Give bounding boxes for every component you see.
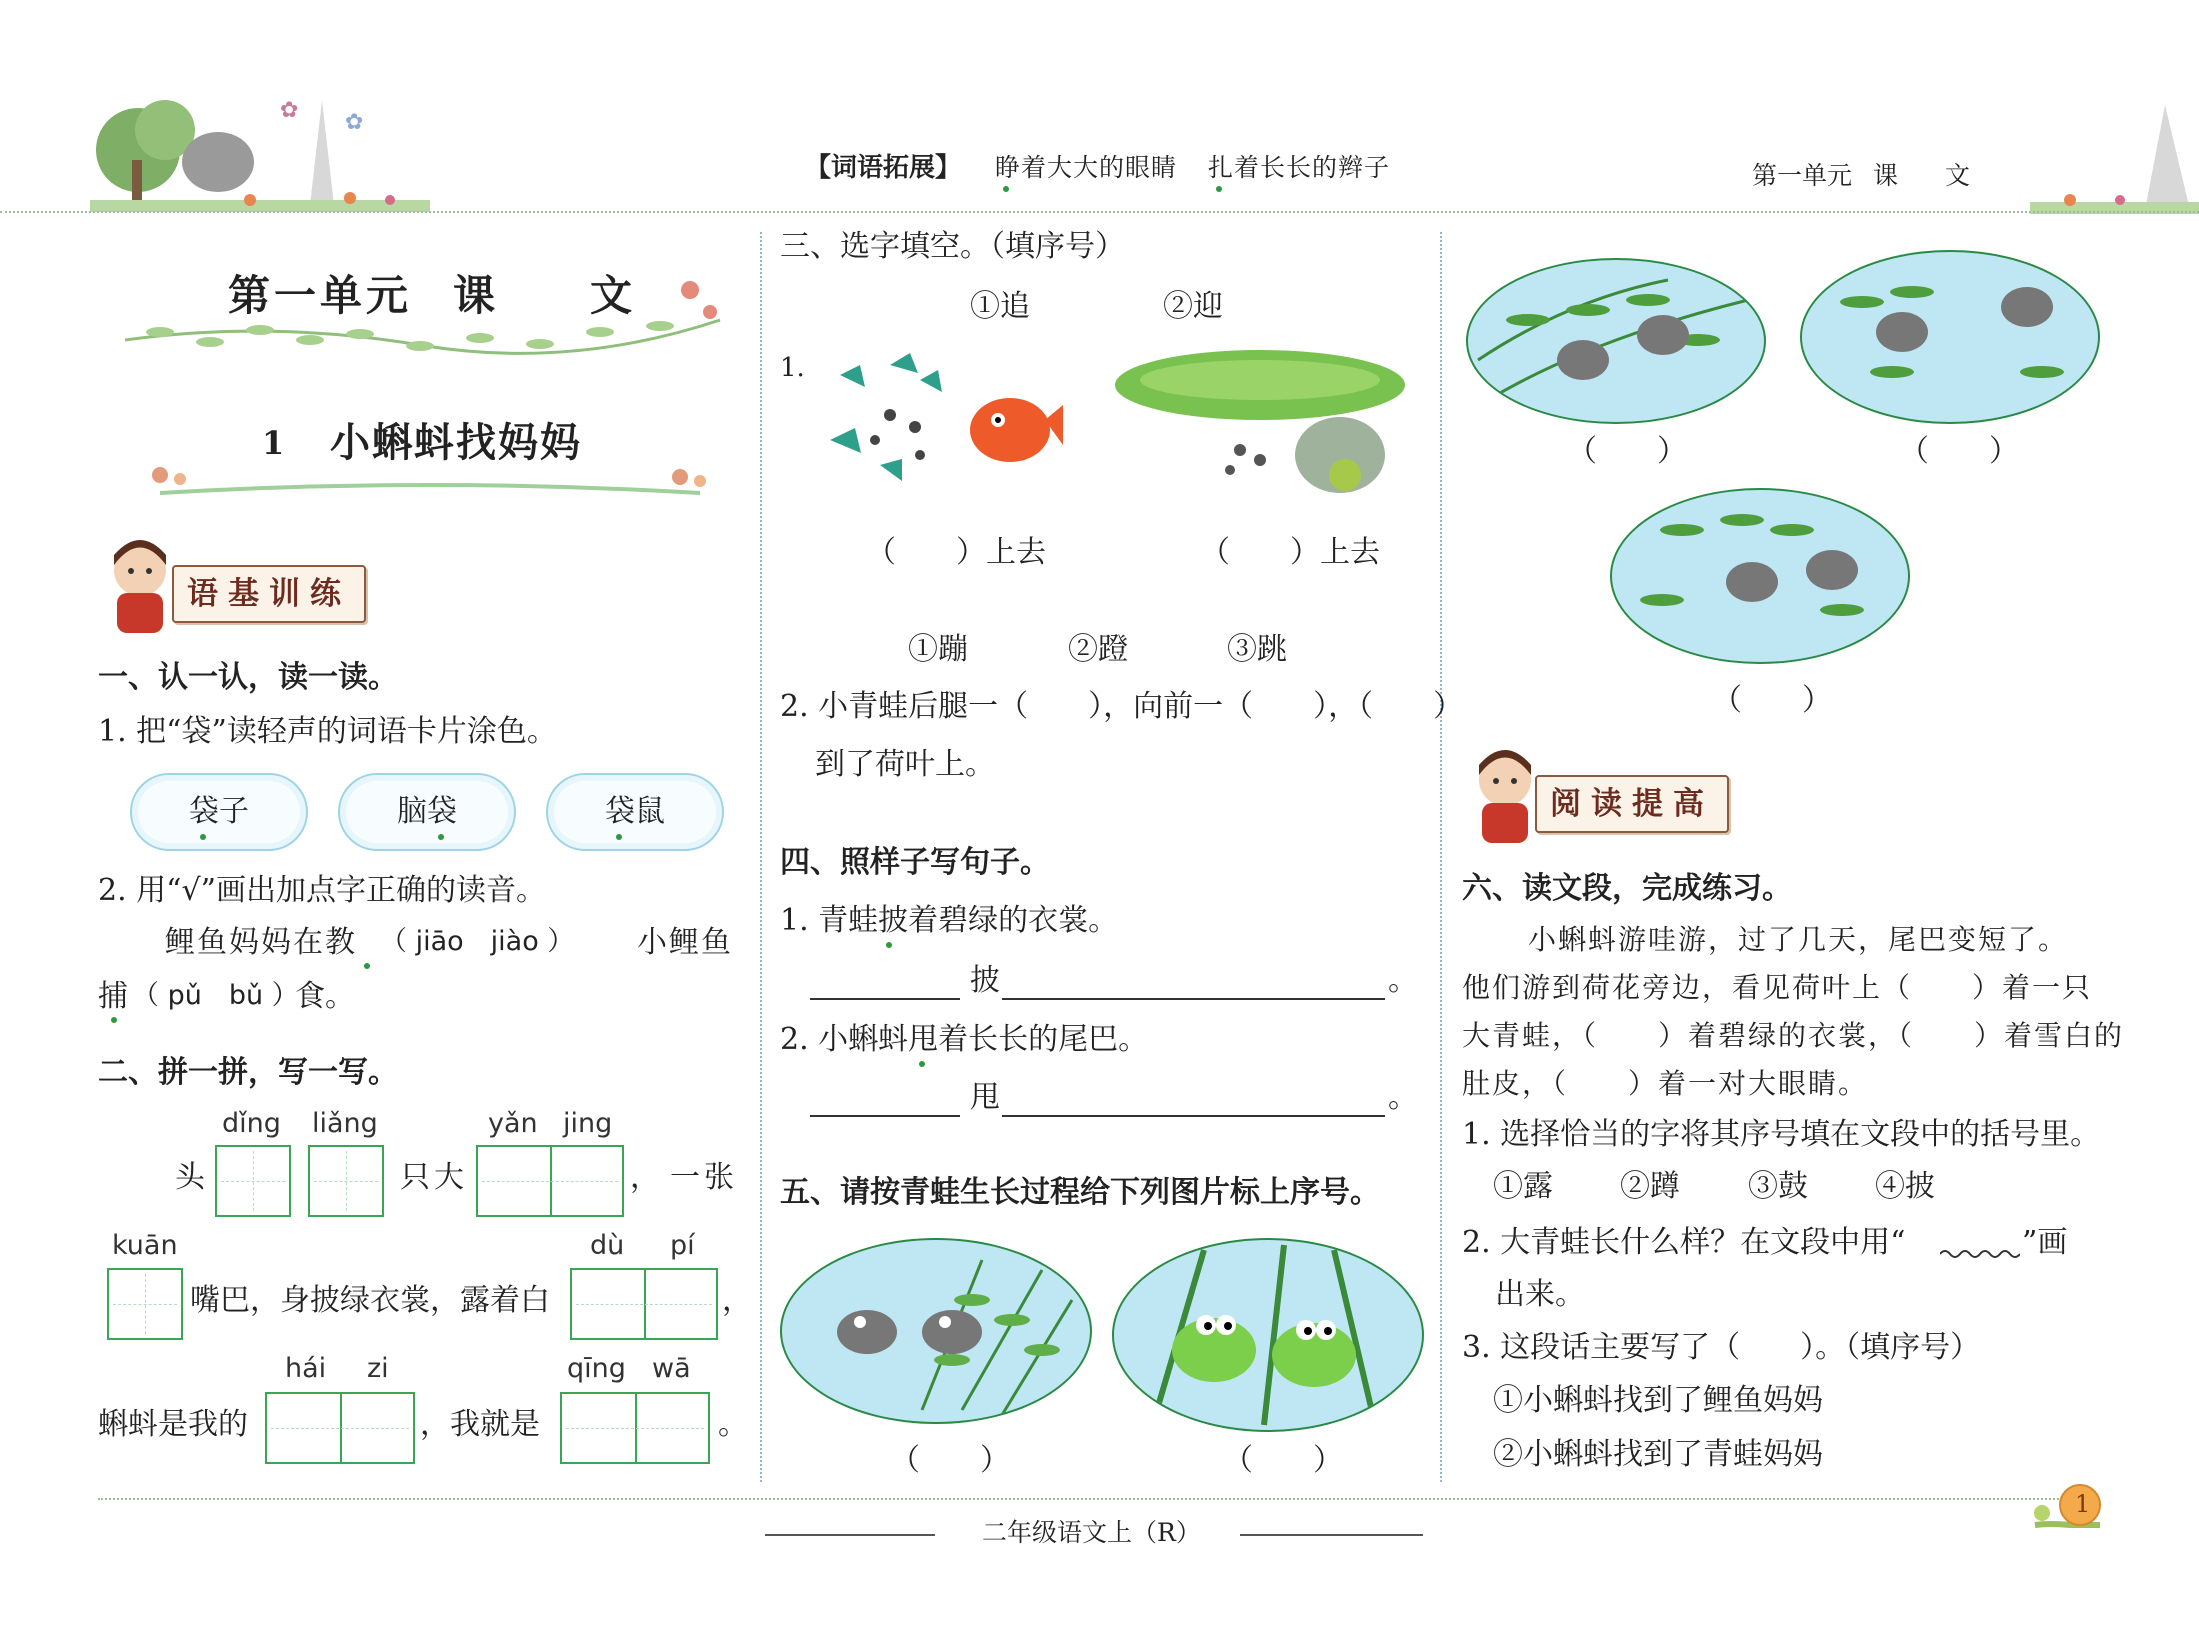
tadpoles-and-fish-illustration [820, 345, 1065, 495]
pinyin-choice[interactable]: （ jiāo jiào ） [380, 926, 575, 957]
part1-heading: 一、认一认，读一读。 [98, 660, 398, 695]
unit-section: 课 [453, 271, 496, 320]
order-blank[interactable]: （ ） [1899, 434, 2019, 469]
word-extension-label: 【词语拓展】 [805, 153, 962, 183]
part6-q2: ”画 [2022, 1225, 2068, 1260]
tadpoles-and-turtle-illustration [1110, 350, 1405, 500]
question-number: 1. [780, 353, 805, 383]
word-card[interactable]: 袋子 [130, 773, 308, 851]
writing-box[interactable] [107, 1268, 183, 1340]
section-badge-reading: 阅读提高 [1535, 775, 1729, 833]
tadpoles-picture [1800, 250, 2100, 424]
emphasis-dot [111, 1017, 117, 1023]
part4-heading: 四、照样子写句子。 [780, 845, 1050, 880]
part4-q2: 2. 小蝌蚪甩着长长的尾巴。 [780, 1022, 1149, 1057]
passage-line: 他们游到荷花旁边，看见荷叶上（ ）着一只 [1462, 971, 2093, 1004]
char-option: ①追 [970, 289, 1030, 324]
pinyin-label: hái [285, 1353, 327, 1384]
answer-option: ①小蝌蚪找到了鲤鱼妈妈 [1493, 1383, 1823, 1418]
answer-line[interactable] [810, 1115, 960, 1117]
fill-blank[interactable]: （ ）上去 [866, 535, 1046, 570]
passage-line: 小蝌蚪游哇游，过了几天，尾巴变短了。 [1528, 923, 2069, 956]
pinyin-label: yǎn [488, 1108, 538, 1139]
scenery-illustration-left [90, 90, 430, 215]
answer-option: ②小蝌蚪找到了青蛙妈妈 [1493, 1437, 1823, 1472]
part3-q2: 2. 小青蛙后腿一（ ），向前一（ ），（ ） [780, 689, 1464, 724]
writing-box[interactable] [215, 1145, 291, 1217]
emphasis-dot [200, 834, 206, 840]
char-option: ②蹲 [1620, 1169, 1680, 1204]
part4-q1: 1. 青蛙披着碧绿的衣裳。 [780, 903, 1119, 938]
tadpoles-picture [1466, 258, 1766, 424]
pinyin-label: zi [367, 1353, 389, 1384]
header-section: 课 [1873, 161, 1899, 190]
mushroom-decoration [140, 455, 720, 500]
unit-title: 第一单元 [228, 271, 413, 320]
q2-sentence: 食。 [295, 979, 355, 1014]
writing-box[interactable] [560, 1392, 710, 1464]
q2-sentence: 小鲤鱼 [637, 925, 733, 960]
answer-line[interactable] [1002, 1115, 1385, 1117]
book-title: 二年级语文上（R） [982, 1518, 1201, 1547]
wavy-underline-icon [1940, 1248, 2020, 1260]
header-divider [0, 211, 2199, 213]
pinyin-label: kuān [112, 1230, 178, 1261]
order-blank[interactable]: （ ） [1567, 434, 1687, 469]
section-badge-basic: 语基训练 [172, 565, 366, 623]
tadpoles-with-legs-picture [1610, 488, 1910, 664]
pinyin-label: wā [652, 1353, 691, 1384]
header-unit: 第一单元 [1752, 161, 1853, 190]
char-option: ③跳 [1227, 632, 1287, 667]
pinyin-label: liǎng [312, 1108, 378, 1139]
lesson-title: 小蝌蚪找妈妈 [330, 419, 582, 466]
snail-icon [2030, 1475, 2110, 1531]
footer-rule [765, 1534, 935, 1536]
q2-sentence: 鲤鱼妈妈在教 [165, 925, 357, 960]
pinyin-label: qīng [567, 1353, 626, 1384]
butterfly-icon: ✿ [280, 98, 299, 123]
order-blank[interactable]: （ ） [890, 1443, 1010, 1478]
sentence-text: ， [722, 1283, 752, 1318]
sentence-text: 只大 [400, 1160, 468, 1195]
order-blank[interactable]: （ ） [1712, 683, 1832, 718]
char-option: ③鼓 [1748, 1169, 1808, 1204]
part6-heading: 六、读文段，完成练习。 [1462, 871, 1792, 906]
passage-line: 肚皮，（ ）着一对大眼睛。 [1462, 1067, 1869, 1100]
char-option: ②蹬 [1068, 632, 1128, 667]
butterfly-icon: ✿ [345, 110, 364, 135]
part3-q2: 到了荷叶上。 [815, 747, 995, 782]
period: 。 [1388, 963, 1418, 998]
grown-frogs-picture [1112, 1238, 1424, 1432]
writing-box[interactable] [570, 1268, 718, 1340]
word-extension-item: 扎着长长的辫子 [1208, 153, 1391, 182]
froglet-with-legs-picture [780, 1238, 1092, 1424]
period: 。 [1388, 1080, 1418, 1115]
header-bar [0, 0, 2199, 215]
word-card[interactable]: 脑袋 [338, 773, 516, 851]
sentence-text: ，我就是 [420, 1407, 540, 1442]
answer-line[interactable] [810, 998, 960, 1000]
emphasis-dot [364, 963, 370, 969]
sentence-text: 。 [718, 1407, 748, 1442]
pinyin-choice[interactable]: （ pǔ bǔ ） [132, 980, 299, 1011]
order-blank[interactable]: （ ） [1223, 1443, 1343, 1478]
part5-heading: 五、请按青蛙生长过程给下列图片标上序号。 [780, 1175, 1380, 1210]
sentence-text: ， [630, 1160, 660, 1195]
header-section: 文 [1945, 161, 1971, 190]
scenery-illustration-right [2030, 100, 2199, 215]
footer-divider [98, 1498, 2098, 1500]
part1-q2: 2. 用“√”画出加点字正确的读音。 [98, 873, 546, 908]
fill-blank[interactable]: （ ）上去 [1200, 535, 1380, 570]
emphasis-dot [616, 834, 622, 840]
sentence-text: 一张 [670, 1160, 738, 1195]
writing-box[interactable] [265, 1392, 415, 1464]
char-option: ①露 [1493, 1169, 1553, 1204]
part6-q1: 1. 选择恰当的字将其序号填在文段中的括号里。 [1462, 1117, 2101, 1152]
part6-q3: 3. 这段话主要写了（ ）。（填序号） [1462, 1330, 1981, 1365]
char-option: ②迎 [1163, 289, 1223, 324]
sentence-text: 蝌蚪是我的 [98, 1407, 248, 1442]
key-char: 甩 [970, 1080, 1000, 1115]
q2-sentence: 捕 [98, 979, 128, 1014]
lesson-number: 1 [262, 424, 285, 462]
writing-box[interactable] [308, 1145, 384, 1217]
part3-heading: 三、选字填空。（填序号） [780, 229, 1125, 264]
passage-line: 大青蛙，（ ）着碧绿的衣裳，（ ）着雪白的 [1462, 1019, 2125, 1052]
unit-section: 文 [590, 271, 633, 320]
pinyin-label: dù [590, 1230, 625, 1261]
part1-q1: 1. 把“袋”读轻声的词语卡片涂色。 [98, 714, 557, 749]
emphasis-dot [919, 1061, 925, 1067]
word-extension-item: 睁着大大的眼睛 [995, 153, 1178, 182]
sentence-text: 头 [175, 1160, 205, 1195]
word-card[interactable]: 袋鼠 [546, 773, 724, 851]
key-char: 披 [970, 963, 1000, 998]
part6-q2: 出来。 [1495, 1277, 1585, 1312]
part2-heading: 二、拼一拼，写一写。 [98, 1055, 398, 1090]
writing-box[interactable] [476, 1145, 624, 1217]
answer-line[interactable] [1002, 998, 1385, 1000]
emphasis-dot [886, 942, 892, 948]
page-number: 1 [2075, 1490, 2091, 1518]
footer-rule [1240, 1534, 1423, 1536]
vine-decoration [120, 270, 730, 380]
pinyin-label: jing [563, 1108, 613, 1139]
pinyin-label: dǐng [222, 1108, 281, 1139]
sentence-text: 嘴巴，身披绿衣裳，露着白 [190, 1283, 550, 1318]
emphasis-dot [438, 834, 444, 840]
char-option: ①蹦 [908, 632, 968, 667]
part6-q2: 2. 大青蛙长什么样？在文段中用“ [1462, 1225, 1906, 1260]
pinyin-label: pí [670, 1230, 695, 1261]
emphasis-dot [1003, 186, 1009, 192]
emphasis-dot [1216, 186, 1222, 192]
char-option: ④披 [1875, 1169, 1935, 1204]
column-divider [760, 232, 762, 1482]
column-divider [1440, 232, 1442, 1482]
